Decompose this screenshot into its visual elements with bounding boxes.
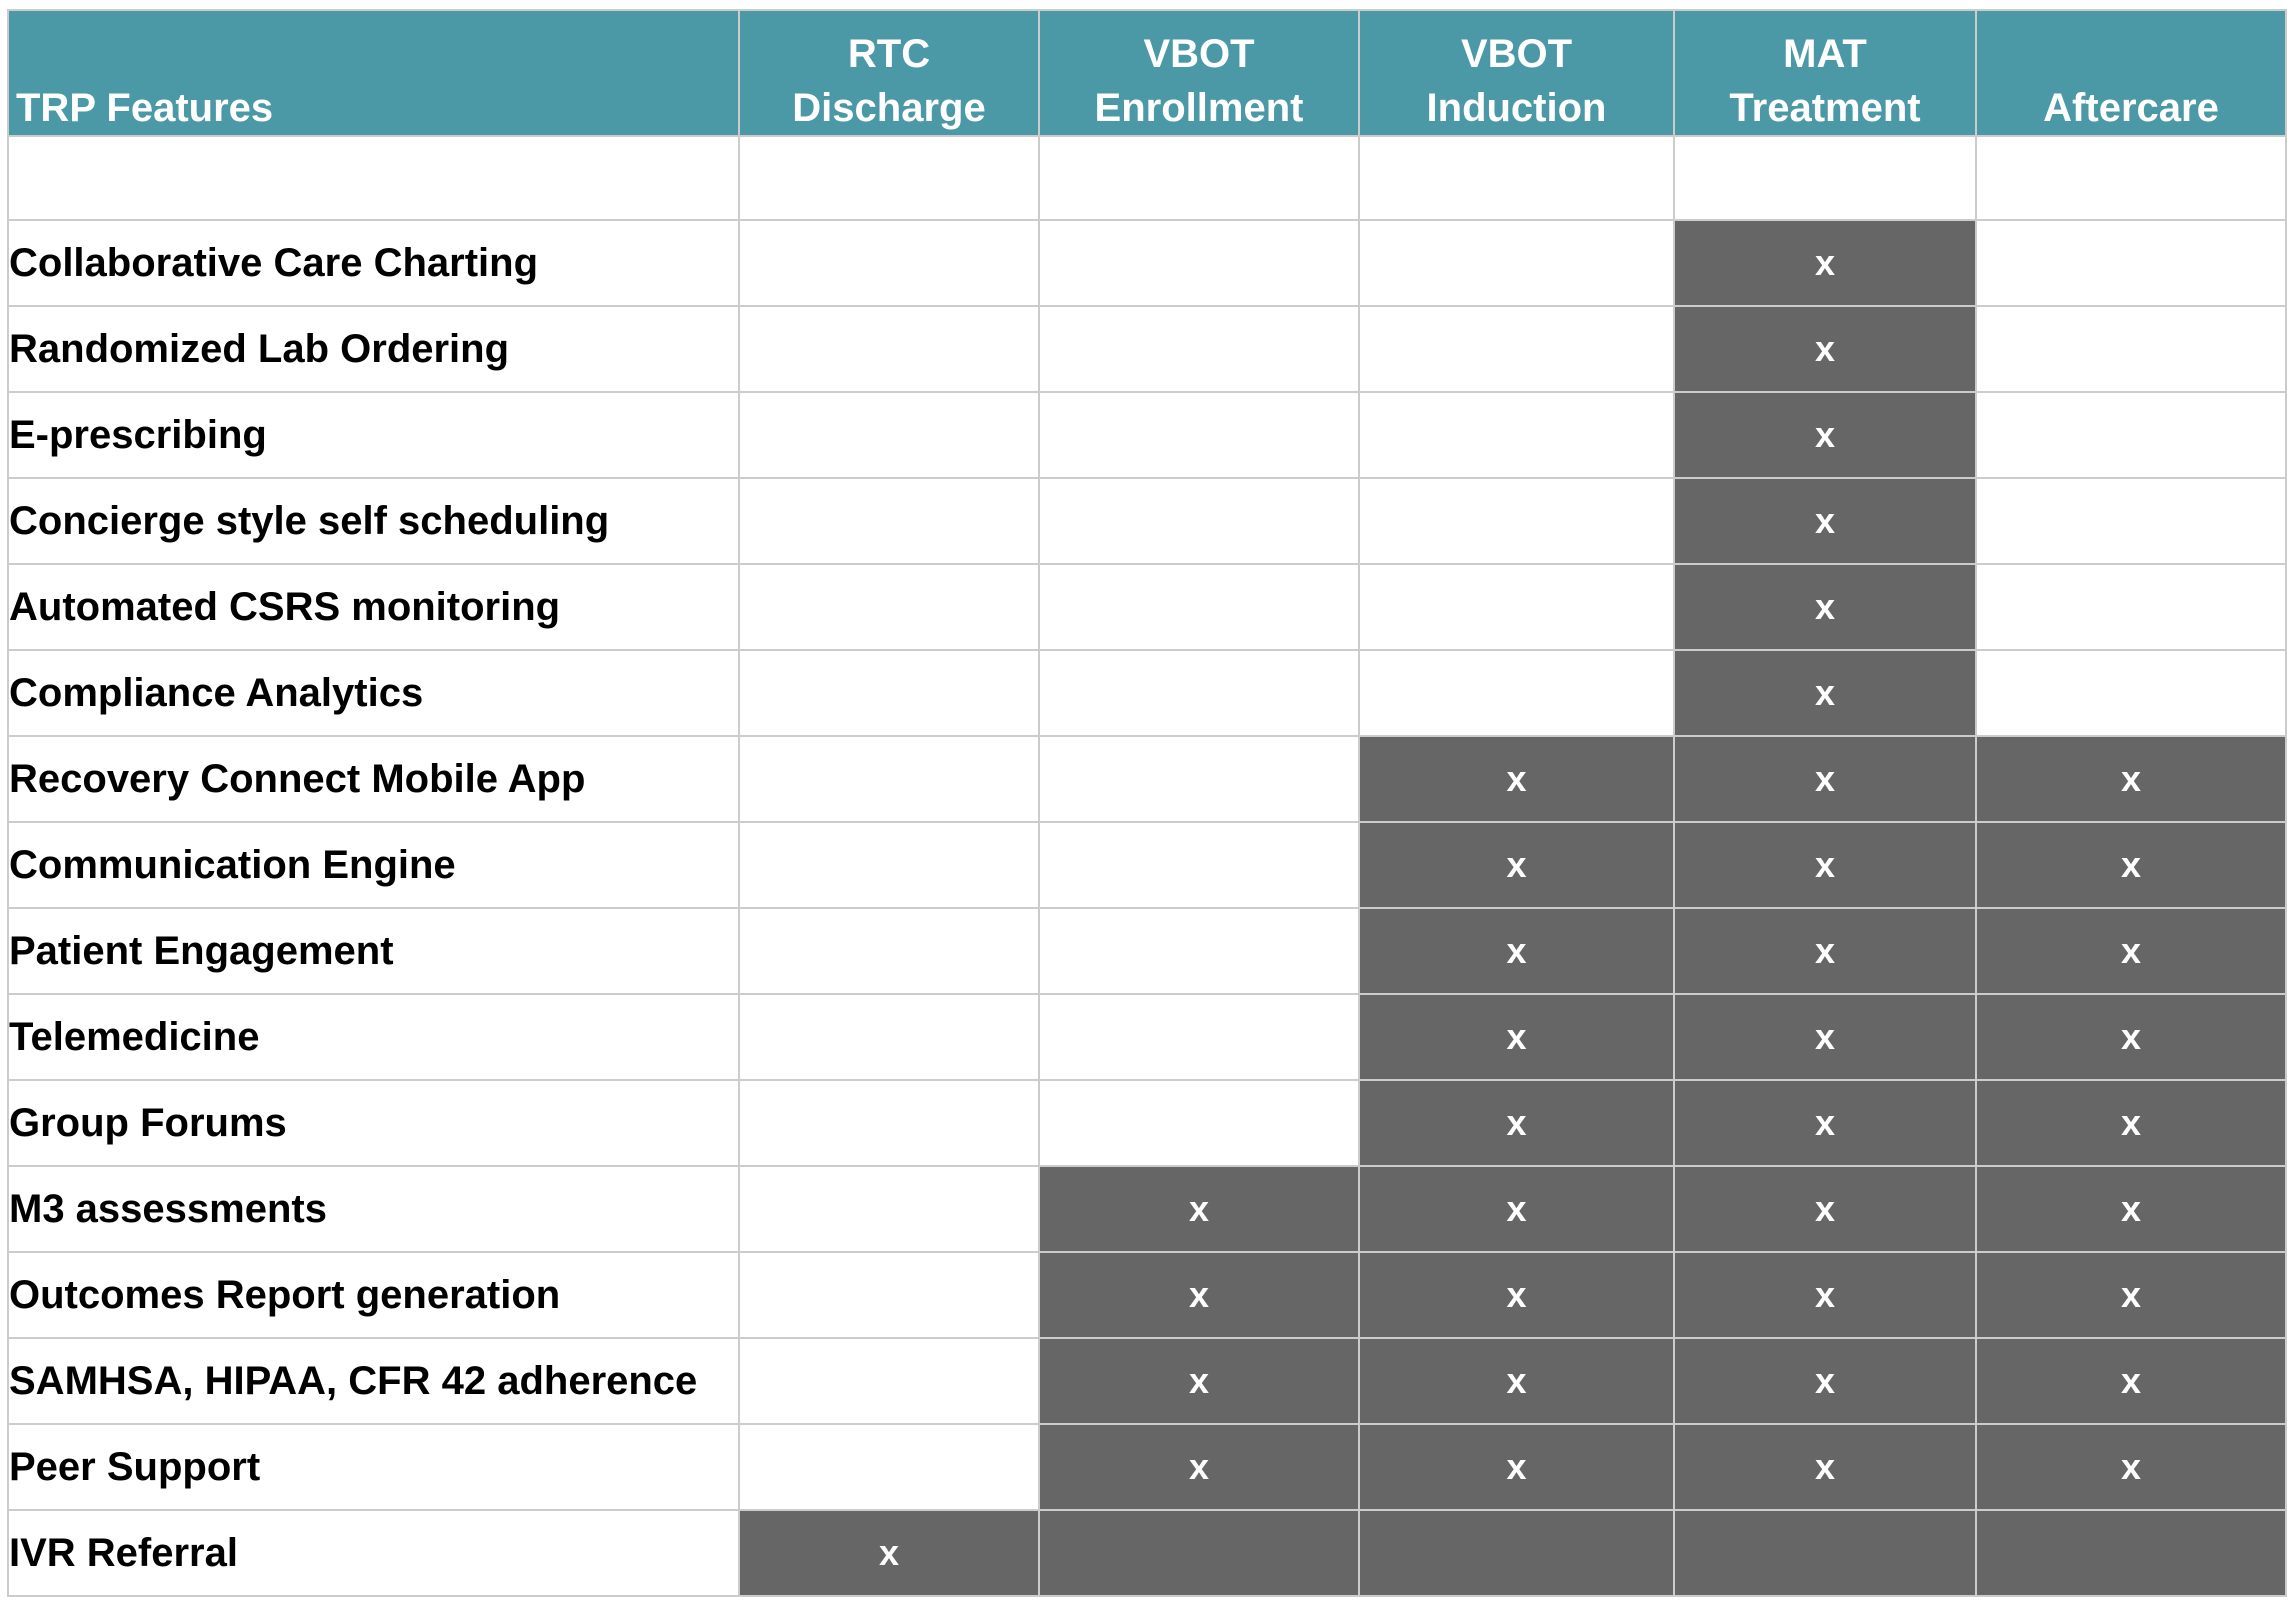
feature-check-cell: x — [1674, 1166, 1976, 1252]
feature-label: SAMHSA, HIPAA, CFR 42 adherence — [8, 1338, 739, 1424]
feature-check-cell: x — [1039, 1338, 1359, 1424]
empty-cell — [1039, 564, 1359, 650]
feature-check-cell: x — [1674, 650, 1976, 736]
empty-cell — [1976, 564, 2286, 650]
feature-check-cell: x — [1039, 1424, 1359, 1510]
table-row — [8, 1510, 2286, 1596]
table-row — [8, 994, 2286, 1080]
table-body — [8, 136, 2286, 1596]
table-row — [8, 392, 2286, 478]
empty-cell — [739, 1338, 1039, 1424]
feature-check-cell — [1039, 1510, 1359, 1596]
table-row — [8, 1166, 2286, 1252]
empty-cell — [739, 306, 1039, 392]
table-row — [8, 650, 2286, 736]
table-row — [8, 822, 2286, 908]
header-aftercare: Aftercare — [1976, 10, 2286, 136]
table-row — [8, 1080, 2286, 1166]
feature-check-cell: x — [1674, 220, 1976, 306]
table-row — [8, 1338, 2286, 1424]
empty-cell — [739, 564, 1039, 650]
empty-cell — [1039, 392, 1359, 478]
feature-label: Group Forums — [8, 1080, 739, 1166]
feature-check-cell: x — [1976, 1424, 2286, 1510]
table-row — [8, 908, 2286, 994]
empty-cell — [1039, 822, 1359, 908]
feature-check-cell: x — [1674, 478, 1976, 564]
empty-cell — [1359, 392, 1674, 478]
empty-cell — [739, 220, 1039, 306]
feature-check-cell: x — [1976, 736, 2286, 822]
feature-label: Outcomes Report generation — [8, 1252, 739, 1338]
header-row — [8, 10, 2286, 136]
feature-check-cell: x — [739, 1510, 1039, 1596]
empty-cell — [739, 136, 1039, 220]
feature-check-cell: x — [1674, 1252, 1976, 1338]
table-row — [8, 220, 2286, 306]
feature-check-cell: x — [1359, 1252, 1674, 1338]
table-row — [8, 736, 2286, 822]
feature-check-cell: x — [1039, 1166, 1359, 1252]
empty-cell — [1674, 136, 1976, 220]
header-mat-treatment: MAT Treatment — [1674, 10, 1976, 136]
empty-cell — [739, 1166, 1039, 1252]
feature-check-cell: x — [1674, 908, 1976, 994]
feature-label — [8, 136, 739, 220]
feature-label: Communication Engine — [8, 822, 739, 908]
empty-cell — [1976, 392, 2286, 478]
feature-check-cell: x — [1359, 908, 1674, 994]
feature-check-cell: x — [1674, 392, 1976, 478]
empty-cell — [739, 1424, 1039, 1510]
feature-check-cell: x — [1674, 306, 1976, 392]
empty-cell — [739, 736, 1039, 822]
empty-cell — [1976, 650, 2286, 736]
feature-check-cell: x — [1359, 736, 1674, 822]
feature-check-cell — [1359, 1510, 1674, 1596]
empty-cell — [739, 1080, 1039, 1166]
empty-cell — [1039, 650, 1359, 736]
empty-cell — [1976, 478, 2286, 564]
table-row — [8, 306, 2286, 392]
header-features: TRP Features — [8, 10, 739, 136]
feature-check-cell: x — [1976, 1166, 2286, 1252]
feature-check-cell: x — [1359, 1166, 1674, 1252]
feature-label: IVR Referral — [8, 1510, 739, 1596]
empty-cell — [1359, 136, 1674, 220]
empty-cell — [1359, 650, 1674, 736]
feature-check-cell: x — [1674, 736, 1976, 822]
feature-check-cell: x — [1976, 994, 2286, 1080]
table-row — [8, 136, 2286, 220]
empty-cell — [1976, 220, 2286, 306]
header-vbot-induction: VBOT Induction — [1359, 10, 1674, 136]
feature-check-cell: x — [1359, 1424, 1674, 1510]
empty-cell — [1039, 994, 1359, 1080]
feature-check-cell: x — [1976, 822, 2286, 908]
empty-cell — [739, 1252, 1039, 1338]
empty-cell — [739, 994, 1039, 1080]
empty-cell — [1039, 220, 1359, 306]
table-row — [8, 1252, 2286, 1338]
empty-cell — [1039, 306, 1359, 392]
feature-check-cell: x — [1976, 1252, 2286, 1338]
empty-cell — [1039, 736, 1359, 822]
feature-label: E-prescribing — [8, 392, 739, 478]
empty-cell — [739, 478, 1039, 564]
table-row — [8, 564, 2286, 650]
header-vbot-enrollment: VBOT Enrollment — [1039, 10, 1359, 136]
feature-check-cell — [1674, 1510, 1976, 1596]
feature-label: Telemedicine — [8, 994, 739, 1080]
feature-label: Peer Support — [8, 1424, 739, 1510]
feature-check-cell: x — [1674, 994, 1976, 1080]
feature-check-cell: x — [1674, 564, 1976, 650]
empty-cell — [1359, 220, 1674, 306]
feature-matrix-table — [7, 9, 2287, 1597]
feature-label: Compliance Analytics — [8, 650, 739, 736]
feature-check-cell — [1976, 1510, 2286, 1596]
feature-check-cell: x — [1039, 1252, 1359, 1338]
empty-cell — [1359, 564, 1674, 650]
empty-cell — [739, 392, 1039, 478]
feature-check-cell: x — [1674, 822, 1976, 908]
empty-cell — [1976, 306, 2286, 392]
empty-cell — [1039, 136, 1359, 220]
feature-check-cell: x — [1674, 1080, 1976, 1166]
feature-check-cell: x — [1359, 994, 1674, 1080]
feature-check-cell: x — [1976, 908, 2286, 994]
empty-cell — [739, 650, 1039, 736]
feature-check-cell: x — [1976, 1080, 2286, 1166]
feature-label: Recovery Connect Mobile App — [8, 736, 739, 822]
feature-label: M3 assessments — [8, 1166, 739, 1252]
feature-label: Randomized Lab Ordering — [8, 306, 739, 392]
feature-check-cell: x — [1359, 822, 1674, 908]
feature-label: Patient Engagement — [8, 908, 739, 994]
feature-check-cell: x — [1674, 1338, 1976, 1424]
empty-cell — [1039, 1080, 1359, 1166]
empty-cell — [1039, 908, 1359, 994]
feature-label: Concierge style self scheduling — [8, 478, 739, 564]
table-row — [8, 478, 2286, 564]
table-row — [8, 1424, 2286, 1510]
empty-cell — [739, 822, 1039, 908]
feature-check-cell: x — [1976, 1338, 2286, 1424]
feature-check-cell: x — [1674, 1424, 1976, 1510]
feature-label: Automated CSRS monitoring — [8, 564, 739, 650]
empty-cell — [1359, 306, 1674, 392]
empty-cell — [739, 908, 1039, 994]
empty-cell — [1359, 478, 1674, 564]
empty-cell — [1976, 136, 2286, 220]
empty-cell — [1039, 478, 1359, 564]
feature-check-cell: x — [1359, 1080, 1674, 1166]
feature-label: Collaborative Care Charting — [8, 220, 739, 306]
header-rtc-discharge: RTC Discharge — [739, 10, 1039, 136]
feature-check-cell: x — [1359, 1338, 1674, 1424]
